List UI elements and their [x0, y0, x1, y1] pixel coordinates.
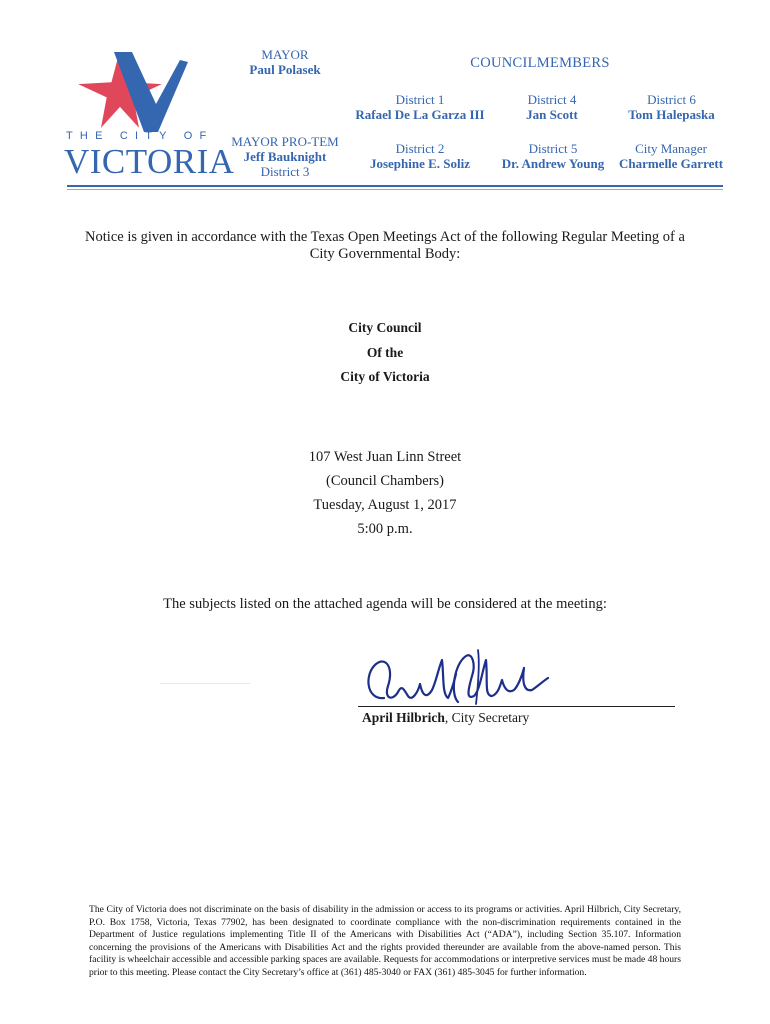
council-member-district-6 [614, 92, 729, 122]
district-label: District 4 [527, 92, 577, 107]
council-member-district-2 [360, 141, 480, 171]
member-name: Rafael De La Garza III [355, 107, 485, 122]
signatory [362, 710, 529, 726]
handwritten-signature [362, 646, 552, 708]
mayor-pro-tem-block [222, 134, 348, 179]
council-member-district-4 [497, 92, 607, 122]
city-manager-name: Charmelle Garrett [618, 156, 724, 171]
signature-line [358, 706, 675, 707]
mayor-block [230, 47, 340, 77]
logo-tagline: THE CITY OF [66, 130, 214, 142]
body-name-line-2: Of the [366, 345, 404, 360]
body-name-line-3: City of Victoria [340, 369, 430, 384]
district-label: District 5 [528, 141, 578, 156]
signatory-name: April Hilbrich [362, 710, 445, 725]
signatory-title: , City Secretary [444, 710, 530, 725]
council-member-district-1 [350, 92, 490, 122]
district-label: District 6 [647, 92, 696, 107]
header-divider [67, 185, 723, 187]
body-name-line-1: City Council [348, 320, 422, 335]
agenda-statement: The subjects listed on the attached agenda will be considered at the meeting: [163, 596, 607, 612]
member-name: Josephine E. Soliz [369, 156, 471, 171]
city-logo [60, 44, 235, 184]
meeting-room: (Council Chambers) [326, 473, 444, 489]
meeting-date: Tuesday, August 1, 2017 [313, 497, 457, 513]
council-member-district-5 [493, 141, 613, 171]
faint-line [160, 683, 250, 684]
ada-disclaimer: The City of Victoria does not discriminate on the basis of disability in the admission or access to its programs or activities. April Hilbrich, City Secretary, P.O. Box 1758, Victoria, Texas 77902, has been designated to coordinate compliance with the non-discrimination requirements contained in the Department of Justice regulations implementing Title II of the Americans with Disabilities Act (“ADA”), including Section 35.107. Information concerning the provisions of the Americans with Disabilities Act and the rights provided thereunder are available from the above-named person. This facility is wheelchair accessible and accessible parking spaces are available. Requests for accommodations or interpretive services must be made 48 hours prior to this meeting. Please contact the City Secretary’s office at (361) 485-3040 or FAX (361) 485-3045 for further information. [89, 904, 681, 978]
city-manager-label: City Manager [635, 141, 707, 156]
member-name: Jan Scott [526, 107, 578, 122]
logo-wordmark: VICTORIA [64, 142, 235, 181]
mayor-pro-tem-district: District 3 [260, 164, 310, 179]
member-name: Dr. Andrew Young [501, 156, 605, 171]
meeting-address: 107 West Juan Linn Street [308, 449, 462, 465]
member-name: Tom Halepaska [628, 107, 715, 122]
mayor-name: Paul Polasek [249, 62, 321, 77]
mayor-title: MAYOR [261, 47, 309, 62]
star-v-logo-icon [78, 52, 198, 132]
mayor-pro-tem-name: Jeff Bauknight [243, 149, 327, 164]
notice-paragraph: Notice is given in accordance with the Texas Open Meetings Act of the following Regular Meeting of a City Governmental Body: [85, 229, 685, 262]
meeting-time: 5:00 p.m. [357, 521, 413, 537]
header-divider-thin [67, 189, 723, 190]
councilmembers-heading: COUNCILMEMBERS [470, 55, 610, 71]
mayor-pro-tem-title: MAYOR PRO-TEM [231, 134, 339, 149]
district-label: District 2 [395, 141, 445, 156]
city-manager-block [612, 141, 730, 171]
district-label: District 1 [395, 92, 445, 107]
